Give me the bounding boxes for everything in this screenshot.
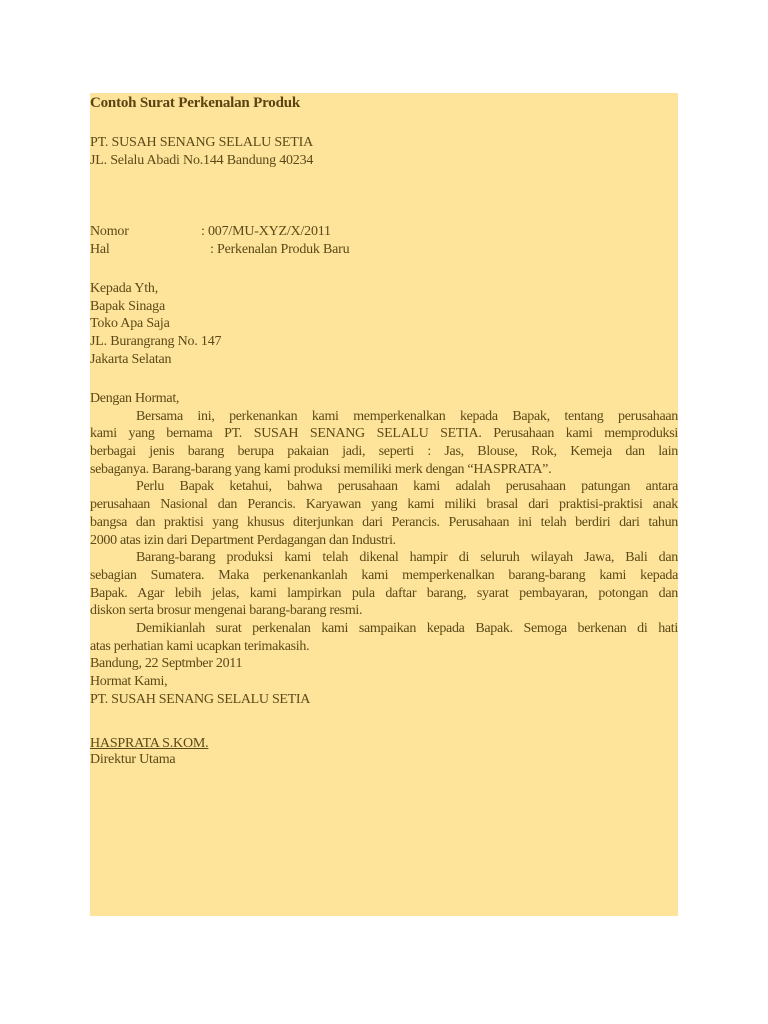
- sender-company: PT. SUSAH SENANG SELALU SETIA: [90, 135, 314, 150]
- paragraph: [90, 478, 678, 549]
- closing-salutation: Hormat Kami,: [90, 674, 168, 690]
- paragraph-line: Bersama ini, perkenankan kami memperkenalkan kepada Bapak, tentang perusahaan: [136, 408, 678, 424]
- recipient-line: JL. Burangrang No. 147: [90, 334, 222, 349]
- paragraph-line: berbagai jenis barang berupa pakaian jadi, seperti : Jas, Blouse, Rok, Kemeja dan lain: [90, 444, 678, 460]
- signer-position: Direktur Utama: [90, 752, 176, 767]
- paragraph-line: diskon serta brosur mengenai barang-barang resmi.: [90, 603, 363, 619]
- letter-body: [90, 390, 678, 709]
- greeting: Dengan Hormat,: [90, 391, 180, 406]
- paragraph: [90, 549, 678, 620]
- place-date: Bandung, 22 Septmber 2011: [90, 656, 243, 672]
- letter-page: [90, 93, 678, 916]
- paragraph-line: kami yang bernama PT. SUSAH SENANG SELALU SETIA. Perusahaan kami memproduksi: [90, 426, 678, 442]
- paragraph-line: atas perhatian kami ucapkan terimakasih.: [90, 638, 310, 654]
- paragraph-line: Bapak. Agar lebih jelas, kami lampirkan pula daftar barang, syarat pembayaran, potongan dan: [90, 585, 678, 601]
- paragraph-line: perusahaan Nasional dan Perancis. Karyawan yang kami miliki brasal dari praktisi-praktisi anak: [90, 497, 678, 513]
- paragraphs: [90, 408, 678, 656]
- hal-label: Hal: [90, 242, 110, 257]
- paragraph: [90, 408, 678, 479]
- sender-address: JL. Selalu Abadi No.144 Bandung 40234: [90, 153, 314, 168]
- signer-name: HASPRATA S.KOM.: [90, 736, 209, 751]
- paragraph: [90, 620, 678, 655]
- paragraph-line: sebaganya. Barang-barang yang kami produksi memiliki merk dengan “HASPRATA”.: [90, 461, 552, 477]
- paragraph-line: Demikianlah surat perkenalan kami sampaikan kepada Bapak. Semoga berkenan di hati: [136, 621, 678, 636]
- paragraph-line: Barang-barang produksi kami telah dikenal hampir di seluruh wilayah Jawa, Bali dan: [136, 550, 678, 566]
- paragraph-line: 2000 atas izin dari Department Perdagangan dan Industri.: [90, 532, 396, 548]
- paragraph-line: Perlu Bapak ketahui, bahwa perusahaan kami adalah perusahaan patungan antara: [136, 479, 678, 495]
- nomor-value: : 007/MU-XYZ/X/2011: [201, 224, 331, 239]
- nomor-label: Nomor: [90, 224, 129, 239]
- document-title: Contoh Surat Perkenalan Produk: [90, 95, 301, 111]
- hal-value: : Perkenalan Produk Baru: [210, 242, 350, 257]
- recipient-line: Bapak Sinaga: [90, 299, 165, 314]
- paragraph-line: sebagian Sumatera. Maka perkenankanlah kami memperkenalkan barang-barang kami kepada: [90, 567, 678, 583]
- recipient-line: Jakarta Selatan: [90, 352, 172, 367]
- closing-company: PT. SUSAH SENANG SELALU SETIA: [90, 691, 311, 707]
- recipient-line: Toko Apa Saja: [90, 316, 170, 331]
- paragraph-line: bangsa dan praktisi yang khusus diterjunkan dari Perancis. Perusahaan ini telah berdiri dari tahun: [90, 514, 678, 530]
- recipient-line: Kepada Yth,: [90, 281, 159, 296]
